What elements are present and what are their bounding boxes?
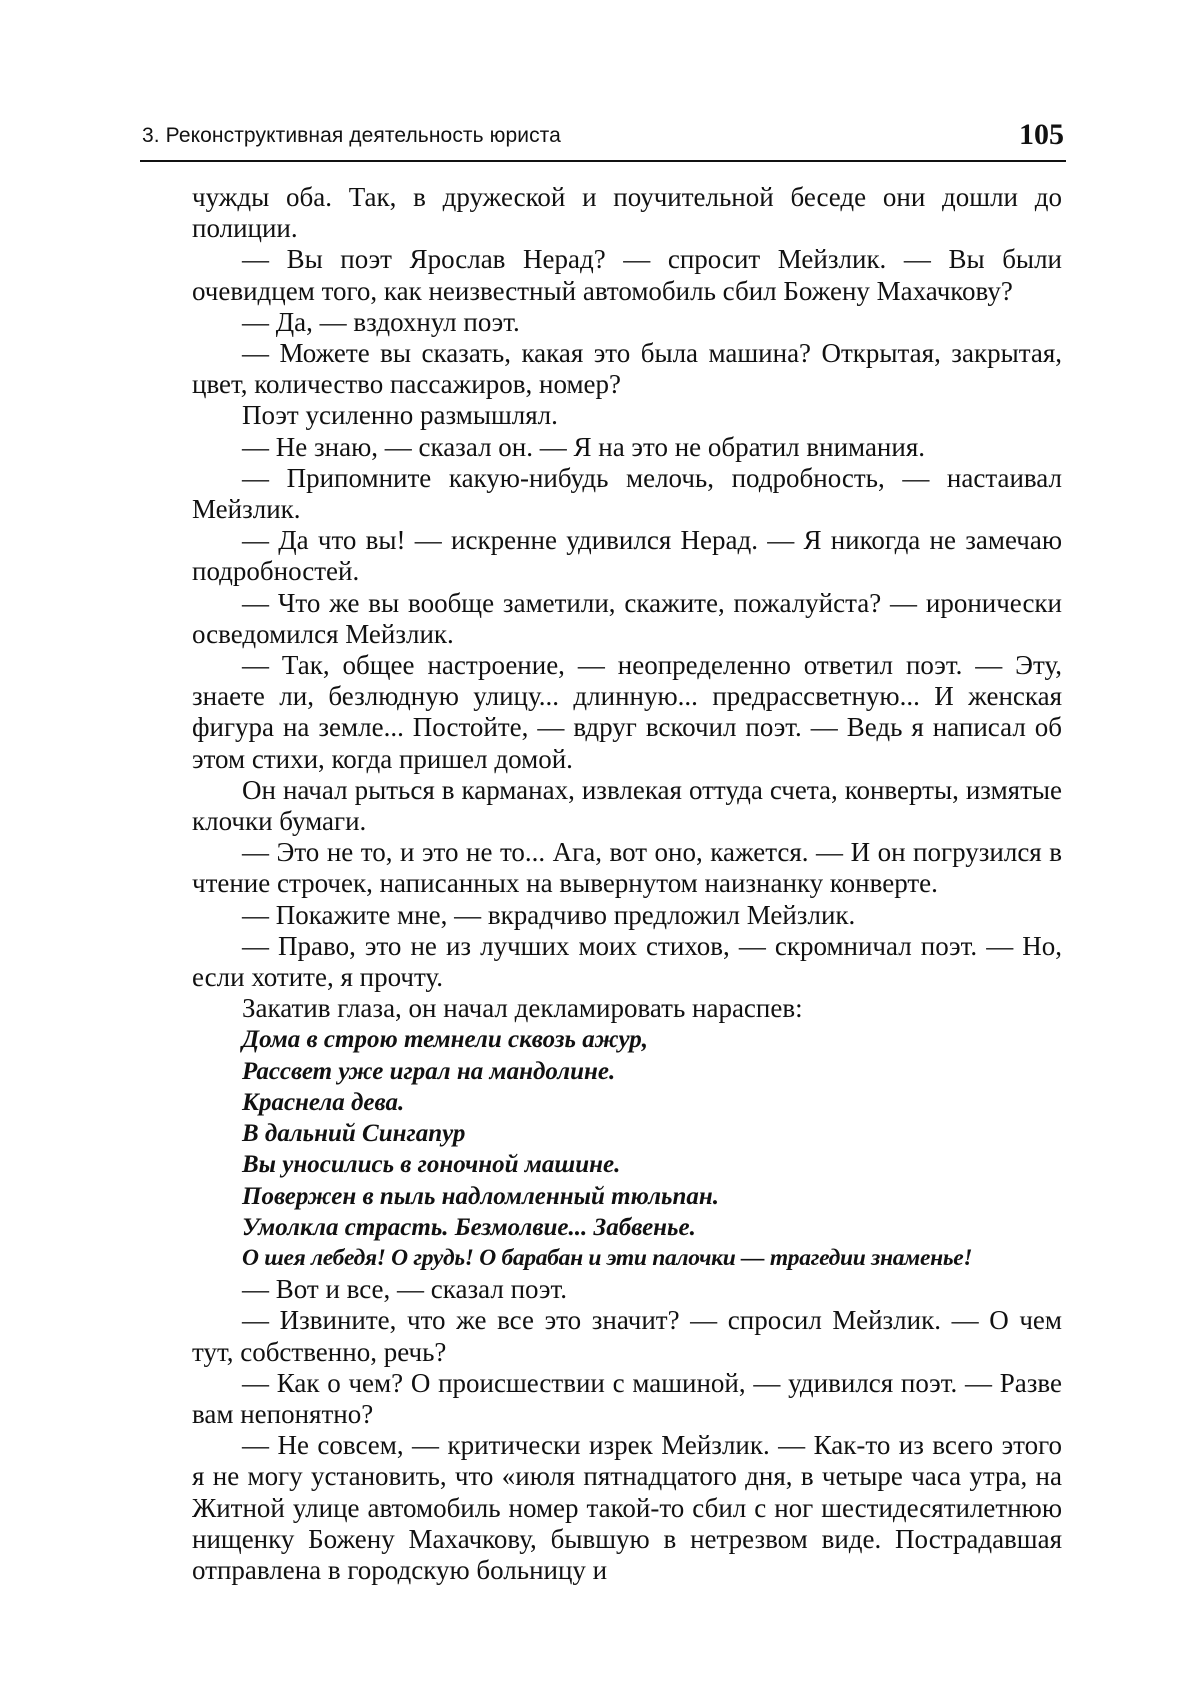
paragraph: — Так, общее настроение, — неопределенно ответил поэт. — Эту, знаете ли, безлюдную улицу... длинную... предрассветную... И женская фигура на земле... Постойте, — вдруг вскочил поэт. — Ведь я написал об этом стихи, когда пришел домой. bbox=[192, 650, 1062, 775]
running-header bbox=[140, 118, 1066, 162]
paragraph: — Покажите мне, — вкрадчиво предложил Мейзлик. bbox=[192, 900, 1062, 931]
paragraph: — Да, — вздохнул поэт. bbox=[192, 307, 1062, 338]
paragraph: — Как о чем? О происшествии с машиной, — удивился поэт. — Разве вам непонятно? bbox=[192, 1368, 1062, 1430]
paragraph: Закатив глаза, он начал декламировать нараспев: bbox=[192, 993, 1062, 1024]
verse-line: Вы уносились в гоночной машине. bbox=[192, 1149, 1062, 1180]
paragraph: — Не знаю, — сказал он. — Я на это не обратил внимания. bbox=[192, 432, 1062, 463]
verse-line: В дальний Сингапур bbox=[192, 1118, 1062, 1149]
chapter-title: 3. Реконструктивная деятельность юриста bbox=[142, 124, 561, 148]
verse-line: Рассвет уже играл на мандолине. bbox=[192, 1056, 1062, 1087]
paragraph: — Вот и все, — сказал поэт. bbox=[192, 1274, 1062, 1305]
paragraph: Он начал рыться в карманах, извлекая оттуда счета, конверты, измятые клочки бумаги. bbox=[192, 775, 1062, 837]
paragraph: — Право, это не из лучших моих стихов, — скромничал поэт. — Но, если хотите, я прочту. bbox=[192, 931, 1062, 993]
paragraph: — Можете вы сказать, какая это была машина? Открытая, закрытая, цвет, количество пассажиров, номер? bbox=[192, 338, 1062, 400]
page-body bbox=[192, 182, 1062, 1586]
paragraph: — Это не то, и это не то... Ага, вот оно, кажется. — И он погрузился в чтение строчек, написанных на вывернутом наизнанку конверте. bbox=[192, 837, 1062, 899]
paragraph: — Вы поэт Ярослав Нерад? — спросит Мейзлик. — Вы были очевидцем того, как неизвестный автомобиль сбил Божену Махачкову? bbox=[192, 244, 1062, 306]
paragraph: — Да что вы! — искренне удивился Нерад. — Я никогда не замечаю подробностей. bbox=[192, 525, 1062, 587]
paragraph: Поэт усиленно размышлял. bbox=[192, 400, 1062, 431]
verse-line: Умолкла страсть. Безмолвие... Забвенье. bbox=[192, 1212, 1062, 1243]
paragraph: — Не совсем, — критически изрек Мейзлик. — Как-то из всего этого я не могу установить, что «июля пятнадцатого дня, в четыре часа утра, на Житной улице автомобиль номер такой-то сбил с ног шестидесятилетнюю нищенку Божену Махачкову, бывшую в нетрезвом виде. Пострадавшая отправлена в городскую больницу и bbox=[192, 1430, 1062, 1586]
verse-line: Краснела дева. bbox=[192, 1087, 1062, 1118]
page-number: 105 bbox=[1019, 118, 1064, 152]
verse-line: Дома в строю темнели сквозь ажур, bbox=[192, 1024, 1062, 1055]
verse-line: Повержен в пыль надломленный тюльпан. bbox=[192, 1181, 1062, 1212]
verse-line: О шея лебедя! О грудь! О барабан и эти палочки — трагедии знаменье! bbox=[192, 1243, 1062, 1274]
paragraph: чужды оба. Так, в дружеской и поучительной беседе они дошли до полиции. bbox=[192, 182, 1062, 244]
paragraph: — Извините, что же все это значит? — спросил Мейзлик. — О чем тут, собственно, речь? bbox=[192, 1305, 1062, 1367]
paragraph: — Припомните какую-нибудь мелочь, подробность, — настаивал Мейзлик. bbox=[192, 463, 1062, 525]
paragraph: — Что же вы вообще заметили, скажите, пожалуйста? — иронически осведомился Мейзлик. bbox=[192, 588, 1062, 650]
